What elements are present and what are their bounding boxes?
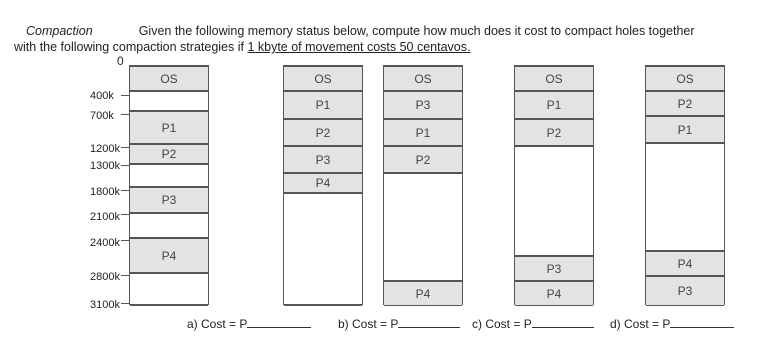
memory-hole xyxy=(646,143,724,251)
memory-block-p1: P1 xyxy=(130,111,208,144)
cost-answer-1 xyxy=(187,317,311,331)
memory-map-3 xyxy=(383,65,463,305)
memory-block-p2: P2 xyxy=(646,91,724,116)
memory-block-p2: P2 xyxy=(515,119,593,146)
instruction-text: Given the following memory status below, compute how much does it cost to compact holes together xyxy=(138,24,695,38)
axis-label: 1300k xyxy=(90,160,120,172)
axis-label: 700k xyxy=(90,110,114,122)
memory-block-p4: P4 xyxy=(646,251,724,276)
memory-block-p4: P4 xyxy=(130,238,208,273)
axis-label: 3100k xyxy=(90,299,120,311)
memory-hole xyxy=(130,91,208,111)
answer-blank[interactable] xyxy=(532,317,594,328)
answer-blank[interactable] xyxy=(670,317,734,328)
memory-hole xyxy=(384,173,462,281)
memory-block-os: OS xyxy=(384,66,462,91)
memory-block-os: OS xyxy=(515,66,593,91)
memory-block-p1: P1 xyxy=(284,91,362,119)
memory-hole xyxy=(130,164,208,187)
cost-answer-3 xyxy=(472,317,594,331)
memory-block-p2: P2 xyxy=(284,119,362,146)
axis-label: 400k xyxy=(90,90,114,102)
cost-answer-2 xyxy=(338,317,460,331)
memory-hole xyxy=(284,193,362,306)
peso-symbol: P xyxy=(662,317,671,331)
memory-block-os: OS xyxy=(284,66,362,91)
memory-block-p3: P3 xyxy=(646,276,724,306)
memory-block-os: OS xyxy=(646,66,724,91)
peso-symbol: P xyxy=(390,317,399,331)
memory-block-p1: P1 xyxy=(384,119,462,146)
memory-block-p4: P4 xyxy=(384,281,462,306)
peso-symbol: P xyxy=(239,317,248,331)
cost-label: c) Cost = xyxy=(472,317,524,331)
memory-block-p2: P2 xyxy=(130,144,208,164)
cost-label: b) Cost = xyxy=(338,317,391,331)
axis-tick xyxy=(121,303,129,304)
cost-answer-4 xyxy=(610,317,734,331)
memory-map-4 xyxy=(514,65,594,305)
axis-tick xyxy=(121,275,129,276)
memory-block-p3: P3 xyxy=(515,256,593,281)
memory-block-p4: P4 xyxy=(284,173,362,193)
axis-tick xyxy=(121,147,129,148)
axis-tick xyxy=(121,214,129,215)
axis-label: 1800k xyxy=(90,186,120,198)
cost-label: a) Cost = xyxy=(187,317,240,331)
axis-tick xyxy=(121,240,129,241)
header-line-2 xyxy=(14,40,470,54)
memory-map-2 xyxy=(283,65,363,305)
memory-map-5 xyxy=(645,65,725,305)
axis-tick xyxy=(121,95,129,96)
axis-tick xyxy=(121,165,129,166)
cost-label: d) Cost = xyxy=(610,317,663,331)
memory-block-os: OS xyxy=(130,66,208,91)
axis-label: 2400k xyxy=(90,237,120,249)
peso-symbol: P xyxy=(523,317,532,331)
cost-rate-text: 1 kbyte of movement costs 50 centavos. xyxy=(247,40,471,54)
memory-block-p2: P2 xyxy=(384,146,462,173)
memory-hole xyxy=(130,273,208,306)
axis-label: 2100k xyxy=(90,211,120,223)
memory-map-1 xyxy=(129,65,209,305)
axis-zero: 0 xyxy=(117,54,124,68)
memory-block-p1: P1 xyxy=(515,91,593,119)
axis-tick xyxy=(121,190,129,191)
instruction-text-2: with the following compaction strategies if xyxy=(14,40,248,54)
axis-label: 1200k xyxy=(90,143,120,155)
axis-tick xyxy=(121,114,129,115)
memory-block-p1: P1 xyxy=(646,116,724,143)
axis-label: 2800k xyxy=(90,271,120,283)
memory-block-p3: P3 xyxy=(384,91,462,119)
memory-hole xyxy=(130,213,208,238)
answer-blank[interactable] xyxy=(398,317,460,328)
header-line-1 xyxy=(26,24,695,38)
answer-blank[interactable] xyxy=(247,317,311,328)
memory-hole xyxy=(515,146,593,256)
page-title: Compaction xyxy=(26,24,93,38)
memory-block-p3: P3 xyxy=(284,146,362,173)
memory-block-p4: P4 xyxy=(515,281,593,306)
memory-block-p3: P3 xyxy=(130,187,208,213)
